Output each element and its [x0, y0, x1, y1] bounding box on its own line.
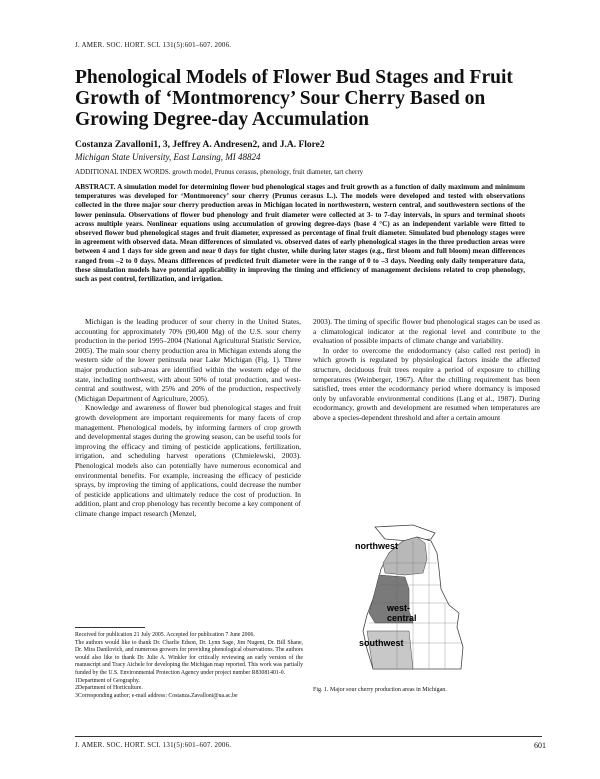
body-column-right — [313, 317, 540, 423]
author-list: Costanza Zavalloni1, 3, Jeffrey A. Andresen2, and J.A. Flore2 — [75, 140, 325, 150]
footnote: 1Department of Geography. — [75, 677, 140, 684]
index-words — [75, 168, 363, 176]
label-central: central — [387, 613, 417, 623]
footnote: Received for publication 21 July 2005. Accepted for publication 7 June 2006. — [75, 632, 255, 638]
page-number: 601 — [534, 741, 546, 750]
running-footer: J. AMER. SOC. HORT. SCI. 131(5):601–607. 2006. — [75, 741, 232, 749]
figure-caption: Fig. 1. Major sour cherry production areas in Michigan. — [313, 687, 447, 693]
footer-divider — [75, 736, 542, 737]
footnote-divider — [75, 627, 145, 628]
label-northwest: northwest — [355, 541, 399, 551]
upper-peninsula — [375, 525, 435, 541]
paragraph: Knowledge and awareness of flower bud phenological stages and fruit growth development are important requirements for many facets of crop management. Phenological models, by informing farmers of crop growth and developmental stages during the growing season, can be useful tools for improving the efficacy and timing of pesticide applications, fertilization, irrigation, and scheduling harvest operations (Chmielewski, 2003). Phenological models also can potentially have numerous economical and environmental benefits. For example, increasing the efficacy of pesticide sprays, by improving the timing of applications, could decrease the number of pesticide applications and ultimately reduce the cost of production. In addition, plant and crop phenology has recently become a key component of climate change impact research (Menzel, — [75, 403, 301, 518]
michigan-map-figure — [313, 519, 483, 679]
abstract-text: A simulation model for determining flower bud phenological stages and fruit growth as a function of daily maximum and minimum temperatures was developed for ‘Montmorency’ sour cherry (Prunus cerasus L.). The models were developed and tested with observations collected in the three major sour cherry production areas in Michigan located in northwestern, western central, and southwestern sections of the lower peninsula. Observations of flower bud phenology and fruit diameter were collected at 3- to 7-day intervals, in spurs and terminal shoots across multiple years. Nonlinear equations using accumulation of growing degree-days (base 4 °C) as an independent variable were fitted to observed flower bud phenological stages and fruit diameter, expressed as percentage of final fruit diameter. Simulated bud phenology stages were in agreement with observed data. Mean differences of simulated vs. observed dates of early phenological stages in the three production areas were between 4 and 1 days for side green and near 0 days for tight cluster, while during later stages (e.g., first bloom and full bloom) mean differences ranged from –2 to 0 days. Means differences of predicted fruit diameter were in the range of 0 to –3 days. Needing only daily temperature data, these simulation models have potential applicability in improving the timing and efficiency of management decisions related to crop phenology, such as pest control, fertilization, and irrigation. — [75, 183, 525, 284]
footnotes — [75, 632, 303, 700]
region-southwest — [367, 631, 413, 669]
footnote: 2Department of Horticulture. — [75, 685, 143, 692]
abstract — [75, 183, 525, 284]
paragraph: In order to overcome the endodormancy (also called rest period) in which growth is regulated by physiological factors inside the affected structure, deciduous fruit trees require a period of exposure to chilling temperatures (Weinberger, 1967). After the chilling requirement has been satisfied, trees enter the ecodormancy period where dormancy is imposed only by unfavorable environmental conditions (Lang et al., 1987). During ecodormancy, growth and development are resumed when temperatures are above a species-dependent threshold and after a certain amount — [313, 345, 540, 422]
running-header: J. AMER. SOC. HORT. SCI. 131(5):601–607. 2006. — [75, 41, 232, 49]
article-title: Phenological Models of Flower Bud Stages and Fruit Growth of ‘Montmorency’ Sour Cherry Based on Growing Degree-day Accumulation — [75, 67, 513, 130]
index-words-text: growth model, Prunus cerasus, phenology, fruit diameter, tart cherry — [172, 168, 364, 176]
body-column-left — [75, 317, 301, 518]
footnote: The authors would like to thank Dr. Charlie Edson, Dr. Lynn Sage, Jim Nugent, Dr. Bill Shane, Dr. Mira Danilovich, and numerous growers for providing phenological observations. The authors would also like to thank Dr. Julie A. Winkler for critically reviewing an early version of the manuscript and Tracy Aichele for developing the Michigan map reported. This work was partially funded by the U.S. Environmental Protection Agency under project number R83081401-0. — [75, 639, 303, 676]
abstract-label: ABSTRACT. — [75, 183, 116, 191]
footnote: 3Corresponding author; e-mail address: Costanza.Zavalloni@ua.ac.be — [75, 692, 238, 699]
paragraph: 2003). The timing of specific flower bud phenological stages can be used as a climatological indicator at the regional level and contribute to the evaluation of possible impacts of climate change and variability. — [313, 317, 540, 346]
paragraph: Michigan is the leading producer of sour cherry in the United States, accounting for approximately 70% (90,400 Mg) of the U.S. sour cherry production in the period 1995–2004 (National Agricultural Statistic Service, 2005). The main sour cherry production area in Michigan extends along the western side of the lower peninsula near Lake Michigan (Fig. 1). Three major production sub-areas are identified within the western edge of the state, including northwest, with about 50% of total production, and west-central and southwest, with 25% and 20% of the production, respectively (Michigan Department of Agriculture, 2005). — [75, 317, 301, 403]
index-words-label: ADDITIONAL INDEX WORDS. — [75, 168, 171, 176]
label-southwest: southwest — [359, 638, 404, 648]
affiliation: Michigan State University, East Lansing, MI 48824 — [75, 152, 261, 162]
label-west: west- — [387, 603, 411, 613]
